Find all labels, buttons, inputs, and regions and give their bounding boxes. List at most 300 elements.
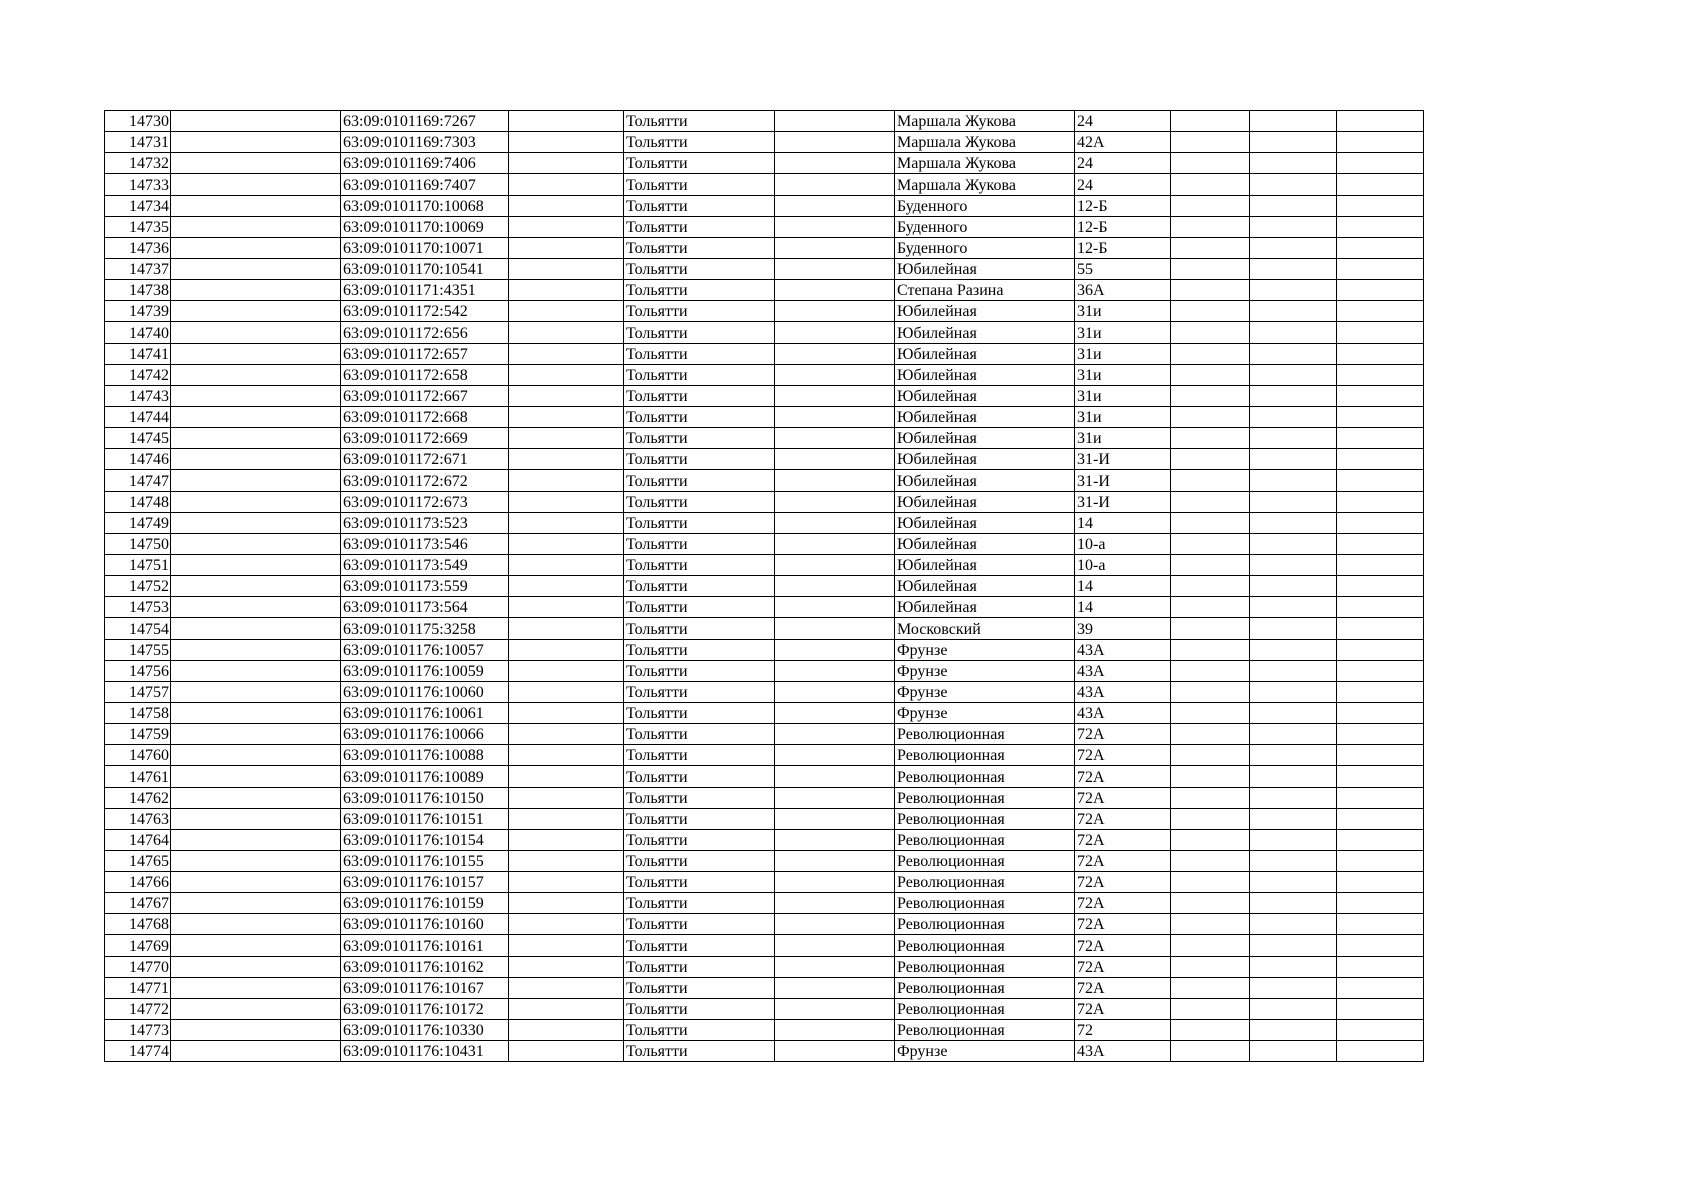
table-row [105, 237, 1424, 258]
row-number-cell: 14741 [105, 343, 171, 364]
table-row [105, 470, 1424, 491]
house-number-cell: 31-И [1075, 470, 1171, 491]
row-number-cell: 14761 [105, 766, 171, 787]
city-cell: Тольятти [624, 554, 775, 575]
table-row [105, 385, 1424, 406]
row-number-cell: 14763 [105, 808, 171, 829]
row-number-cell: 14743 [105, 385, 171, 406]
empty-cell [509, 787, 624, 808]
empty-cell [1337, 470, 1424, 491]
empty-cell [1171, 914, 1250, 935]
cadastral-number-cell: 63:09:0101176:10060 [341, 681, 509, 702]
street-cell: Фрунзе [895, 639, 1075, 660]
empty-cell [1171, 258, 1250, 279]
cadastral-number-cell: 63:09:0101176:10160 [341, 914, 509, 935]
empty-cell [509, 1020, 624, 1041]
empty-cell [775, 977, 895, 998]
empty-cell [1250, 914, 1337, 935]
empty-cell [1171, 829, 1250, 850]
city-cell: Тольятти [624, 660, 775, 681]
row-number-cell: 14739 [105, 301, 171, 322]
empty-cell [1337, 343, 1424, 364]
empty-cell [1337, 428, 1424, 449]
house-number-cell: 31и [1075, 301, 1171, 322]
empty-cell [509, 111, 624, 132]
street-cell: Маршала Жукова [895, 153, 1075, 174]
empty-cell [171, 322, 341, 343]
empty-cell [509, 132, 624, 153]
cadastral-number-cell: 63:09:0101176:10155 [341, 850, 509, 871]
empty-cell [1250, 977, 1337, 998]
empty-cell [509, 533, 624, 554]
city-cell: Тольятти [624, 491, 775, 512]
empty-cell [171, 956, 341, 977]
table-row [105, 787, 1424, 808]
empty-cell [171, 111, 341, 132]
empty-cell [775, 512, 895, 533]
empty-cell [1250, 702, 1337, 723]
table-row [105, 998, 1424, 1019]
empty-cell [171, 301, 341, 322]
empty-cell [509, 1041, 624, 1062]
empty-cell [775, 322, 895, 343]
house-number-cell: 31и [1075, 343, 1171, 364]
empty-cell [775, 301, 895, 322]
cadastral-number-cell: 63:09:0101170:10069 [341, 216, 509, 237]
street-cell: Фрунзе [895, 681, 1075, 702]
row-number-cell: 14748 [105, 491, 171, 512]
empty-cell [775, 533, 895, 554]
empty-cell [775, 280, 895, 301]
city-cell: Тольятти [624, 512, 775, 533]
empty-cell [1171, 597, 1250, 618]
cadastral-number-cell: 63:09:0101176:10089 [341, 766, 509, 787]
empty-cell [1337, 1041, 1424, 1062]
empty-cell [1171, 576, 1250, 597]
empty-cell [1250, 258, 1337, 279]
empty-cell [509, 153, 624, 174]
cadastral-number-cell: 63:09:0101176:10057 [341, 639, 509, 660]
empty-cell [1337, 132, 1424, 153]
empty-cell [1250, 512, 1337, 533]
empty-cell [775, 132, 895, 153]
table-row [105, 428, 1424, 449]
empty-cell [1171, 998, 1250, 1019]
empty-cell [1337, 237, 1424, 258]
cadastral-number-cell: 63:09:0101176:10066 [341, 724, 509, 745]
empty-cell [775, 174, 895, 195]
city-cell: Тольятти [624, 702, 775, 723]
city-cell: Тольятти [624, 618, 775, 639]
row-number-cell: 14754 [105, 618, 171, 639]
empty-cell [1171, 237, 1250, 258]
empty-cell [1171, 787, 1250, 808]
empty-cell [171, 343, 341, 364]
empty-cell [1337, 1020, 1424, 1041]
city-cell: Тольятти [624, 829, 775, 850]
empty-cell [1250, 153, 1337, 174]
house-number-cell: 14 [1075, 597, 1171, 618]
cadastral-number-cell: 63:09:0101170:10541 [341, 258, 509, 279]
city-cell: Тольятти [624, 132, 775, 153]
street-cell: Революционная [895, 766, 1075, 787]
empty-cell [171, 998, 341, 1019]
city-cell: Тольятти [624, 153, 775, 174]
empty-cell [1337, 406, 1424, 427]
empty-cell [1250, 745, 1337, 766]
city-cell: Тольятти [624, 364, 775, 385]
city-cell: Тольятти [624, 787, 775, 808]
street-cell: Московский [895, 618, 1075, 639]
cadastral-number-cell: 63:09:0101175:3258 [341, 618, 509, 639]
empty-cell [1171, 702, 1250, 723]
cadastral-number-cell: 63:09:0101173:523 [341, 512, 509, 533]
city-cell: Тольятти [624, 724, 775, 745]
empty-cell [171, 893, 341, 914]
table-row [105, 745, 1424, 766]
table-row [105, 660, 1424, 681]
empty-cell [1171, 1041, 1250, 1062]
empty-cell [1337, 322, 1424, 343]
house-number-cell: 72А [1075, 787, 1171, 808]
empty-cell [1337, 977, 1424, 998]
cadastral-number-cell: 63:09:0101176:10154 [341, 829, 509, 850]
empty-cell [1250, 132, 1337, 153]
empty-cell [509, 301, 624, 322]
empty-cell [509, 681, 624, 702]
empty-cell [171, 132, 341, 153]
empty-cell [1171, 428, 1250, 449]
empty-cell [1171, 639, 1250, 660]
empty-cell [509, 174, 624, 195]
empty-cell [1337, 850, 1424, 871]
cadastral-number-cell: 63:09:0101176:10172 [341, 998, 509, 1019]
house-number-cell: 12-Б [1075, 195, 1171, 216]
empty-cell [775, 576, 895, 597]
street-cell: Революционная [895, 850, 1075, 871]
empty-cell [1250, 724, 1337, 745]
table-row [105, 829, 1424, 850]
street-cell: Юбилейная [895, 576, 1075, 597]
street-cell: Юбилейная [895, 343, 1075, 364]
empty-cell [1337, 385, 1424, 406]
cadastral-number-cell: 63:09:0101176:10157 [341, 872, 509, 893]
row-number-cell: 14735 [105, 216, 171, 237]
city-cell: Тольятти [624, 428, 775, 449]
row-number-cell: 14755 [105, 639, 171, 660]
empty-cell [1337, 618, 1424, 639]
empty-cell [509, 576, 624, 597]
empty-cell [1337, 956, 1424, 977]
city-cell: Тольятти [624, 449, 775, 470]
city-cell: Тольятти [624, 174, 775, 195]
table-row [105, 893, 1424, 914]
street-cell: Революционная [895, 1020, 1075, 1041]
row-number-cell: 14750 [105, 533, 171, 554]
house-number-cell: 24 [1075, 153, 1171, 174]
house-number-cell: 72А [1075, 914, 1171, 935]
house-number-cell: 31и [1075, 385, 1171, 406]
cadastral-number-cell: 63:09:0101169:7407 [341, 174, 509, 195]
empty-cell [1171, 364, 1250, 385]
empty-cell [1337, 893, 1424, 914]
empty-cell [509, 449, 624, 470]
cadastral-number-cell: 63:09:0101172:673 [341, 491, 509, 512]
empty-cell [509, 216, 624, 237]
cadastral-number-cell: 63:09:0101169:7267 [341, 111, 509, 132]
city-cell: Тольятти [624, 216, 775, 237]
empty-cell [171, 977, 341, 998]
empty-cell [1337, 745, 1424, 766]
house-number-cell: 72А [1075, 893, 1171, 914]
house-number-cell: 43А [1075, 660, 1171, 681]
row-number-cell: 14774 [105, 1041, 171, 1062]
table-row [105, 808, 1424, 829]
row-number-cell: 14770 [105, 956, 171, 977]
empty-cell [171, 428, 341, 449]
empty-cell [775, 935, 895, 956]
empty-cell [775, 660, 895, 681]
empty-cell [775, 554, 895, 575]
table-row [105, 153, 1424, 174]
empty-cell [1171, 512, 1250, 533]
empty-cell [1171, 470, 1250, 491]
street-cell: Революционная [895, 956, 1075, 977]
city-cell: Тольятти [624, 872, 775, 893]
empty-cell [775, 998, 895, 1019]
empty-cell [1337, 554, 1424, 575]
empty-cell [1250, 449, 1337, 470]
empty-cell [171, 491, 341, 512]
table-row [105, 914, 1424, 935]
row-number-cell: 14737 [105, 258, 171, 279]
empty-cell [1250, 533, 1337, 554]
empty-cell [1337, 216, 1424, 237]
empty-cell [171, 554, 341, 575]
house-number-cell: 43А [1075, 1041, 1171, 1062]
table-row [105, 702, 1424, 723]
empty-cell [509, 745, 624, 766]
street-cell: Революционная [895, 998, 1075, 1019]
table-row [105, 216, 1424, 237]
cadastral-number-cell: 63:09:0101172:668 [341, 406, 509, 427]
street-cell: Юбилейная [895, 406, 1075, 427]
empty-cell [509, 702, 624, 723]
table-row [105, 258, 1424, 279]
empty-cell [171, 618, 341, 639]
table-body [105, 111, 1424, 1062]
empty-cell [1250, 111, 1337, 132]
empty-cell [1250, 385, 1337, 406]
street-cell: Фрунзе [895, 1041, 1075, 1062]
empty-cell [171, 406, 341, 427]
table-row [105, 639, 1424, 660]
empty-cell [1171, 111, 1250, 132]
street-cell: Революционная [895, 914, 1075, 935]
empty-cell [775, 406, 895, 427]
cadastral-number-cell: 63:09:0101176:10161 [341, 935, 509, 956]
empty-cell [1250, 956, 1337, 977]
empty-cell [1250, 808, 1337, 829]
empty-cell [171, 153, 341, 174]
empty-cell [1171, 132, 1250, 153]
cadastral-number-cell: 63:09:0101169:7406 [341, 153, 509, 174]
empty-cell [1337, 153, 1424, 174]
empty-cell [1337, 829, 1424, 850]
empty-cell [775, 639, 895, 660]
empty-cell [171, 385, 341, 406]
empty-cell [775, 766, 895, 787]
table-row [105, 576, 1424, 597]
table-row [105, 343, 1424, 364]
cadastral-number-cell: 63:09:0101176:10167 [341, 977, 509, 998]
cadastral-number-cell: 63:09:0101173:549 [341, 554, 509, 575]
table-row [105, 132, 1424, 153]
empty-cell [775, 153, 895, 174]
empty-cell [509, 829, 624, 850]
city-cell: Тольятти [624, 533, 775, 554]
empty-cell [1171, 280, 1250, 301]
empty-cell [1250, 998, 1337, 1019]
empty-cell [775, 237, 895, 258]
empty-cell [775, 1041, 895, 1062]
row-number-cell: 14734 [105, 195, 171, 216]
empty-cell [775, 111, 895, 132]
table-row [105, 554, 1424, 575]
cadastral-number-cell: 63:09:0101173:546 [341, 533, 509, 554]
table-row [105, 364, 1424, 385]
empty-cell [509, 893, 624, 914]
empty-cell [775, 724, 895, 745]
row-number-cell: 14745 [105, 428, 171, 449]
cadastral-number-cell: 63:09:0101176:10162 [341, 956, 509, 977]
house-number-cell: 72А [1075, 808, 1171, 829]
city-cell: Тольятти [624, 850, 775, 871]
empty-cell [1250, 195, 1337, 216]
city-cell: Тольятти [624, 406, 775, 427]
city-cell: Тольятти [624, 195, 775, 216]
empty-cell [1171, 216, 1250, 237]
table-row [105, 618, 1424, 639]
empty-cell [1171, 491, 1250, 512]
empty-cell [1250, 174, 1337, 195]
cadastral-number-cell: 63:09:0101176:10151 [341, 808, 509, 829]
empty-cell [1337, 301, 1424, 322]
house-number-cell: 55 [1075, 258, 1171, 279]
empty-cell [1250, 872, 1337, 893]
empty-cell [171, 850, 341, 871]
city-cell: Тольятти [624, 977, 775, 998]
cadastral-number-cell: 63:09:0101176:10150 [341, 787, 509, 808]
empty-cell [1337, 766, 1424, 787]
empty-cell [775, 956, 895, 977]
empty-cell [1250, 554, 1337, 575]
empty-cell [775, 702, 895, 723]
empty-cell [1250, 216, 1337, 237]
empty-cell [509, 343, 624, 364]
empty-cell [1337, 576, 1424, 597]
empty-cell [509, 195, 624, 216]
house-number-cell: 31и [1075, 364, 1171, 385]
empty-cell [171, 766, 341, 787]
row-number-cell: 14740 [105, 322, 171, 343]
cadastral-number-cell: 63:09:0101173:559 [341, 576, 509, 597]
row-number-cell: 14762 [105, 787, 171, 808]
empty-cell [1337, 195, 1424, 216]
empty-cell [509, 406, 624, 427]
empty-cell [1250, 660, 1337, 681]
cadastral-number-cell: 63:09:0101170:10068 [341, 195, 509, 216]
empty-cell [171, 745, 341, 766]
empty-cell [1171, 174, 1250, 195]
street-cell: Фрунзе [895, 702, 1075, 723]
house-number-cell: 36А [1075, 280, 1171, 301]
empty-cell [1250, 280, 1337, 301]
row-number-cell: 14736 [105, 237, 171, 258]
house-number-cell: 72А [1075, 745, 1171, 766]
empty-cell [171, 597, 341, 618]
row-number-cell: 14747 [105, 470, 171, 491]
empty-cell [171, 808, 341, 829]
empty-cell [1250, 301, 1337, 322]
table-row [105, 174, 1424, 195]
empty-cell [1171, 893, 1250, 914]
empty-cell [1171, 406, 1250, 427]
empty-cell [509, 808, 624, 829]
empty-cell [509, 998, 624, 1019]
table-row [105, 1041, 1424, 1062]
table-row [105, 512, 1424, 533]
row-number-cell: 14760 [105, 745, 171, 766]
empty-cell [775, 385, 895, 406]
row-number-cell: 14730 [105, 111, 171, 132]
house-number-cell: 42А [1075, 132, 1171, 153]
city-cell: Тольятти [624, 258, 775, 279]
empty-cell [1171, 618, 1250, 639]
row-number-cell: 14759 [105, 724, 171, 745]
empty-cell [1337, 364, 1424, 385]
cadastral-number-cell: 63:09:0101176:10330 [341, 1020, 509, 1041]
empty-cell [171, 660, 341, 681]
row-number-cell: 14751 [105, 554, 171, 575]
empty-cell [1337, 872, 1424, 893]
empty-cell [775, 597, 895, 618]
cadastral-number-cell: 63:09:0101171:4351 [341, 280, 509, 301]
empty-cell [1171, 301, 1250, 322]
house-number-cell: 72А [1075, 872, 1171, 893]
row-number-cell: 14765 [105, 850, 171, 871]
empty-cell [1250, 470, 1337, 491]
house-number-cell: 24 [1075, 174, 1171, 195]
empty-cell [509, 322, 624, 343]
house-number-cell: 72А [1075, 977, 1171, 998]
cadastral-number-cell: 63:09:0101172:671 [341, 449, 509, 470]
empty-cell [1337, 702, 1424, 723]
empty-cell [1171, 956, 1250, 977]
empty-cell [1250, 428, 1337, 449]
empty-cell [509, 618, 624, 639]
empty-cell [509, 470, 624, 491]
street-cell: Буденного [895, 195, 1075, 216]
table-row [105, 681, 1424, 702]
row-number-cell: 14772 [105, 998, 171, 1019]
street-cell: Юбилейная [895, 512, 1075, 533]
empty-cell [775, 216, 895, 237]
empty-cell [1250, 787, 1337, 808]
empty-cell [1171, 343, 1250, 364]
empty-cell [1250, 829, 1337, 850]
street-cell: Юбилейная [895, 301, 1075, 322]
